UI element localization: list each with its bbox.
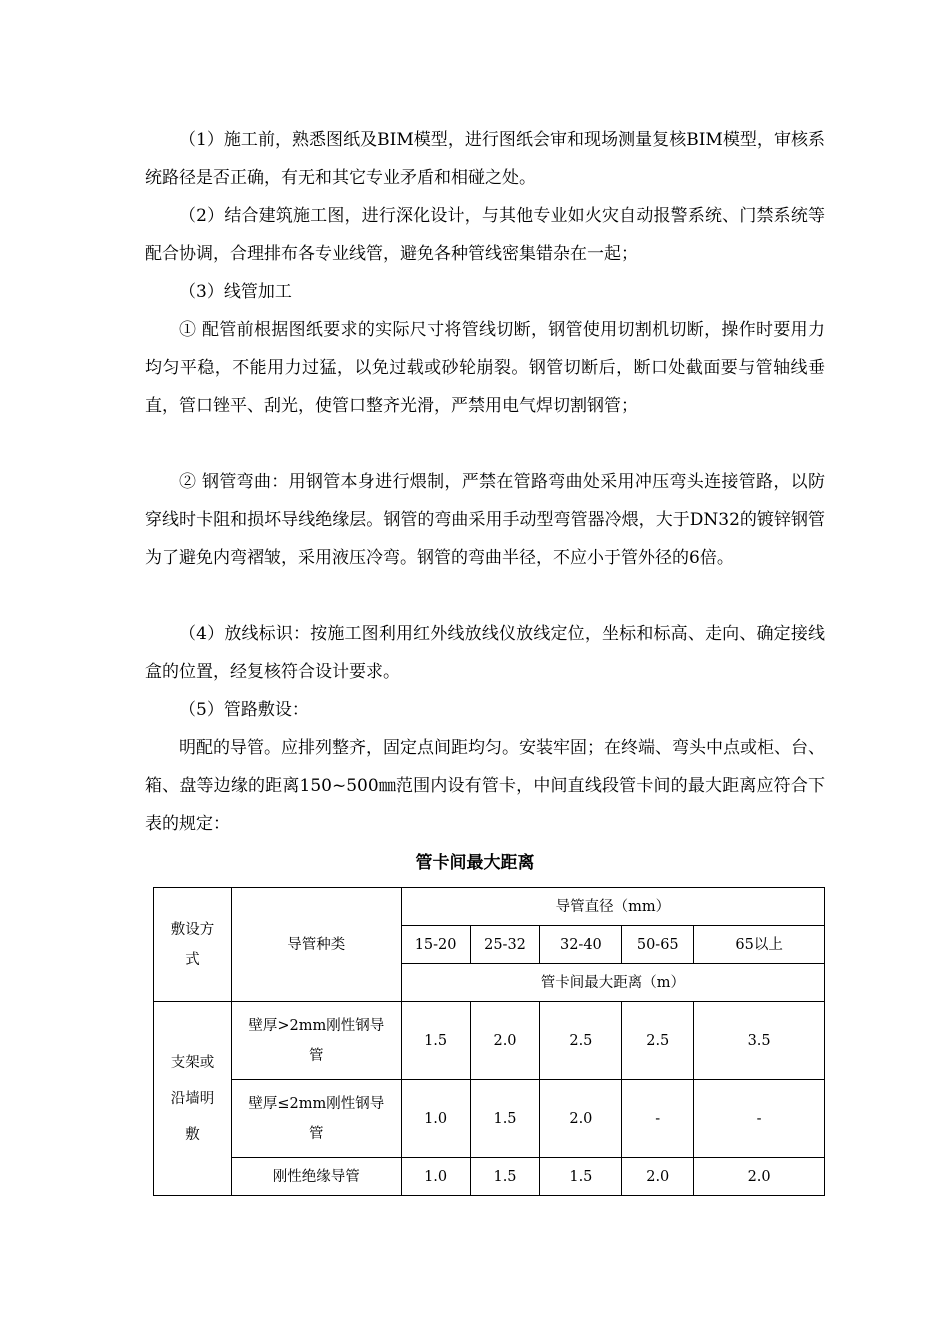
value-cell: 3.5: [694, 1002, 825, 1080]
clamp-distance-table: [153, 887, 825, 1196]
diameter-cell: 32-40: [540, 926, 622, 964]
paragraph-step-2: （2）结合建筑施工图，进行深化设计，与其他专业如火灾自动报警系统、门禁系统等配合协调，合理排布各专业线管，避免各种管线密集错杂在一起；: [145, 206, 825, 264]
paragraph-exposed-conduit: 明配的导管。应排列整齐，固定点间距均匀。安装牢固；在终端、弯头中点或柜、台、箱、盘等边缘的距离150~500㎜范围内设有管卡，中间直线段管卡间的最大距离应符合下表的规定：: [145, 738, 825, 834]
header-method: 敷设方式: [154, 888, 232, 1002]
value-cell: 2.5: [622, 1002, 694, 1080]
diameter-cell: 25-32: [470, 926, 540, 964]
diameter-cell: 50-65: [622, 926, 694, 964]
value-cell: 2.0: [470, 1002, 540, 1080]
header-conduit-type: 导管种类: [231, 888, 401, 1002]
table-row: [154, 1158, 825, 1196]
diameter-cell: 65以上: [694, 926, 825, 964]
table-row: [154, 1002, 825, 1080]
value-cell: 1.5: [540, 1158, 622, 1196]
header-distance: 管卡间最大距离（m）: [401, 964, 824, 1002]
paragraph-step-3: （3）线管加工: [179, 282, 292, 302]
paragraph-pipe-bending: ② 钢管弯曲：用钢管本身进行煨制，严禁在管路弯曲处采用冲压弯头连接管路，以防穿线时卡阻和损坏导线绝缘层。钢管的弯曲采用手动型弯管器冷煨，大于DN32的镀锌钢管为了避免内弯褶皱，采用液压冷弯。钢管的弯曲半径，不应小于管外径的6倍。: [145, 472, 825, 568]
header-diameter: 导管直径（mm）: [401, 888, 824, 926]
paragraph-step-5: （5）管路敷设：: [179, 700, 309, 720]
conduit-type-cell: 壁厚>2mm刚性钢导管: [231, 1002, 401, 1080]
conduit-type-cell: 刚性绝缘导管: [231, 1158, 401, 1196]
value-cell: 2.0: [694, 1158, 825, 1196]
value-cell: 1.0: [401, 1080, 470, 1158]
paragraph-step-1: （1）施工前，熟悉图纸及BIM模型，进行图纸会审和现场测量复核BIM模型，审核系统路径是否正确，有无和其它专业矛盾和相碰之处。: [145, 130, 825, 188]
value-cell: 2.0: [622, 1158, 694, 1196]
group-label: 支架或沿墙明敷: [154, 1002, 232, 1196]
conduit-type-cell: 壁厚≤2mm刚性钢导管: [231, 1080, 401, 1158]
value-cell: 1.5: [401, 1002, 470, 1080]
value-cell: 1.0: [401, 1158, 470, 1196]
paragraph-pipe-cutting: ① 配管前根据图纸要求的实际尺寸将管线切断，钢管使用切割机切断，操作时要用力均匀平稳，不能用力过猛，以免过载或砂轮崩裂。钢管切断后，断口处截面要与管轴线垂直，管口锉平、刮光，使管口整齐光滑，严禁用电气焊切割钢管；: [145, 320, 825, 416]
value-cell: 2.0: [540, 1080, 622, 1158]
diameter-cell: 15-20: [401, 926, 470, 964]
value-cell: -: [622, 1080, 694, 1158]
table-caption: 管卡间最大距离: [415, 853, 535, 873]
value-cell: -: [694, 1080, 825, 1158]
value-cell: 2.5: [540, 1002, 622, 1080]
value-cell: 1.5: [470, 1158, 540, 1196]
table-row: [154, 1080, 825, 1158]
value-cell: 1.5: [470, 1080, 540, 1158]
paragraph-step-4: （4）放线标识：按施工图利用红外线放线仪放线定位，坐标和标高、走向、确定接线盒的位置，经复核符合设计要求。: [145, 624, 825, 682]
